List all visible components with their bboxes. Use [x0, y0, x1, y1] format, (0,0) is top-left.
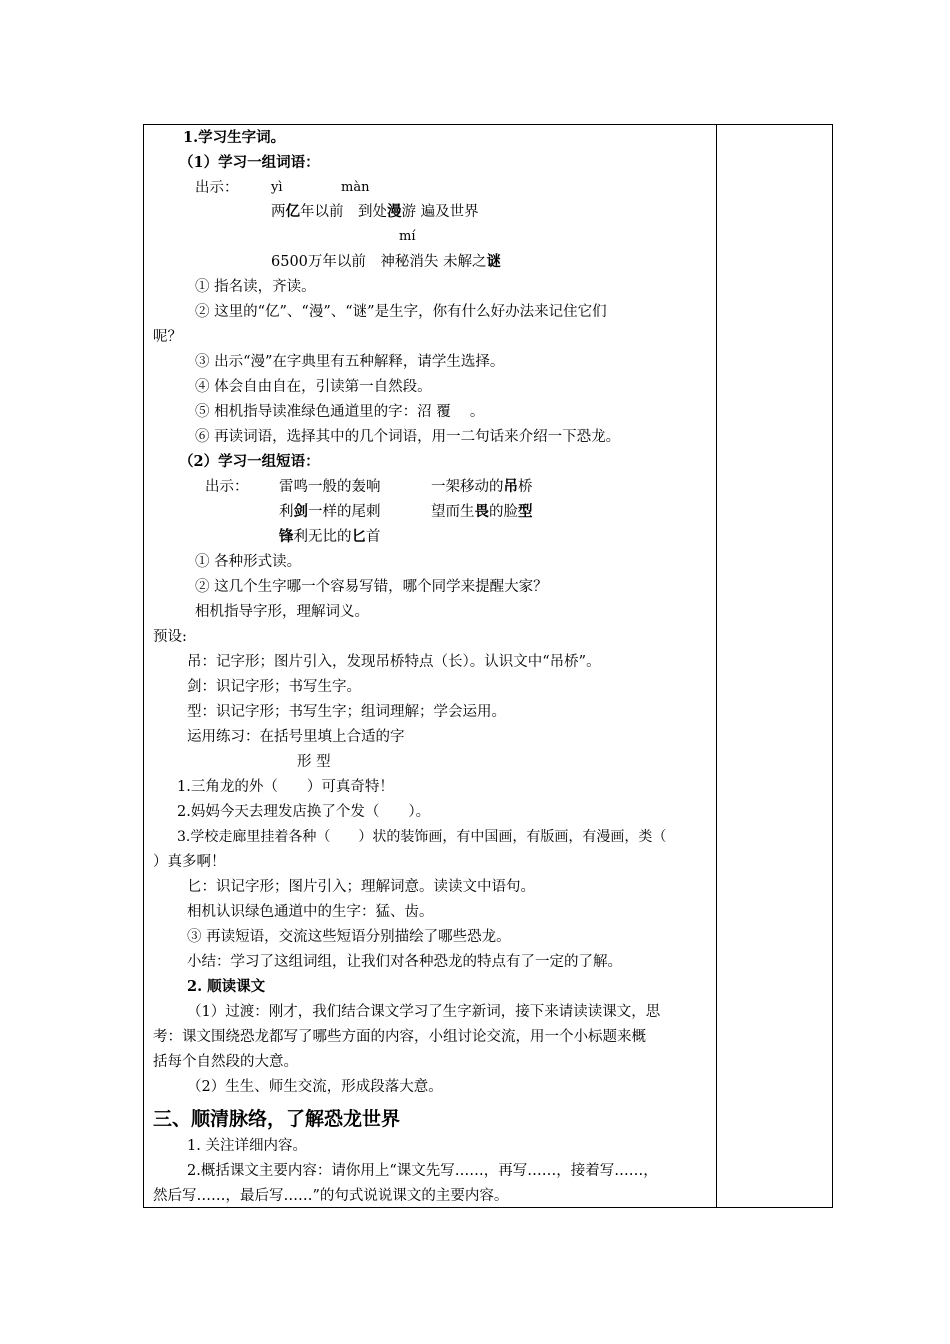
step-2-cont: 呢？: [153, 329, 182, 345]
exercise-3-cont: ）真多啊！: [153, 854, 226, 870]
char-bi: 匕: [351, 528, 366, 545]
step-6: ⑥ 再读词语，选择其中的几个词语，用一二句话来介绍一下恐龙。: [195, 429, 621, 445]
char-feng: 锋: [279, 528, 294, 545]
phrase-4: 望而生畏的脸型: [431, 503, 533, 520]
phrase-step-2: ② 这几个生字哪一个容易写错，哪个同学来提醒大家？: [195, 579, 548, 595]
green-channel-chars: 相机认识绿色通道中的生字：猛、齿。: [187, 904, 434, 920]
phrase-step-3: ③ 再读短语，交流这些短语分别描绘了哪些恐龙。: [187, 929, 511, 945]
step-5: ⑤ 相机指导读准绿色通道里的字：沼 覆 。: [195, 404, 485, 420]
subheading-word-group: （1）学习一组词语：: [179, 154, 320, 171]
phrase-5: 锋利无比的匕首: [279, 528, 381, 545]
show-label-2: 出示：: [205, 479, 249, 495]
summary: 小结：学习了这组词组，让我们对各种恐龙的特点有了一定的了解。: [187, 954, 622, 970]
phrase-guide: 相机指导字形，理解词义。: [195, 604, 369, 620]
phrase-3: 利剑一样的尾刺: [279, 503, 381, 520]
word-line-2: 6500万年以前 神秘消失 未解之谜: [271, 253, 502, 270]
char-mi: 谜: [486, 253, 502, 270]
char-man: 漫: [387, 203, 402, 220]
phrase-2: 一架移动的吊桥: [431, 478, 533, 495]
step-3: ③ 出示“漫”在字典里有五种解释，请学生选择。: [195, 354, 505, 370]
preset-jian: 剑：识记字形；书写生字。: [187, 679, 361, 695]
char-diao: 吊: [503, 478, 518, 495]
char-xing: 型: [518, 503, 533, 520]
preset-xing: 型：识记字形；书写生字；组词理解；学会运用。: [187, 704, 506, 720]
exercise-3: 3.学校走廊里挂着各种（ ）状的装饰画，有中国画，有版画，有漫画，类（: [177, 829, 667, 845]
read-text-1: （1）过渡：刚才，我们结合课文学习了生字新词，接下来请读读课文，思: [187, 1004, 661, 1020]
heading-learn-words: 1.学习生字词。: [183, 129, 286, 146]
table-column-divider: [716, 124, 717, 1208]
section-three-item-2-cont: 然后写……，最后写……”的句式说说课文的主要内容。: [153, 1188, 509, 1204]
word-line-1: 两亿年以前 到处漫游 遍及世界: [271, 203, 479, 220]
phrase-1: 雷鸣一般的轰响: [279, 479, 381, 495]
exercise-1: 1.三角龙的外（ ）可真奇特！: [177, 779, 394, 795]
show-label: 出示：: [195, 180, 239, 196]
section-three-item-1: 1. 关注详细内容。: [187, 1138, 307, 1154]
step-1: ① 指名读，齐读。: [195, 279, 316, 295]
exercise-options: 形 型: [297, 754, 331, 770]
read-text-1-cont-2: 括每个自然段的大意。: [153, 1054, 298, 1070]
phrase-step-1: ① 各种形式读。: [195, 554, 302, 570]
step-2: ② 这里的“亿”、“漫”、“谜”是生字，你有什么好办法来记住它们: [195, 304, 607, 320]
heading-read-text: 2. 顺读课文: [187, 978, 266, 995]
section-three-item-2: 2.概括课文主要内容：请你用上“课文先写……，再写……，接着写……，: [187, 1163, 658, 1179]
preset-bi: 匕：识记字形；图片引入；理解词意。读读文中语句。: [187, 879, 535, 895]
pinyin-mi: mí: [399, 229, 416, 244]
read-text-1-cont: 考：课文围绕恐龙都写了哪些方面的内容，小组讨论交流，用一个小标题来概: [153, 1029, 646, 1045]
char-wei: 畏: [474, 503, 489, 520]
exercise-2: 2.妈妈今天去理发店换了个发（ ）。: [177, 804, 431, 820]
exercise-title: 运用练习：在括号里填上合适的字: [187, 729, 405, 745]
read-text-2: （2）生生、师生交流，形成段落大意。: [187, 1079, 443, 1095]
subheading-phrase-group: （2）学习一组短语：: [179, 453, 320, 470]
pinyin-yi: yì: [271, 180, 283, 195]
section-three-heading: 三、顺清脉络，了解恐龙世界: [153, 1108, 401, 1130]
preset-diao: 吊：记字形；图片引入，发现吊桥特点（长）。认识文中“吊桥”。: [187, 654, 601, 670]
preset-label: 预设:: [153, 629, 187, 645]
pinyin-man: màn: [341, 180, 370, 195]
char-yi: 亿: [285, 203, 300, 220]
char-jian: 剑: [293, 503, 308, 520]
step-4: ④ 体会自由自在，引读第一自然段。: [195, 379, 432, 395]
